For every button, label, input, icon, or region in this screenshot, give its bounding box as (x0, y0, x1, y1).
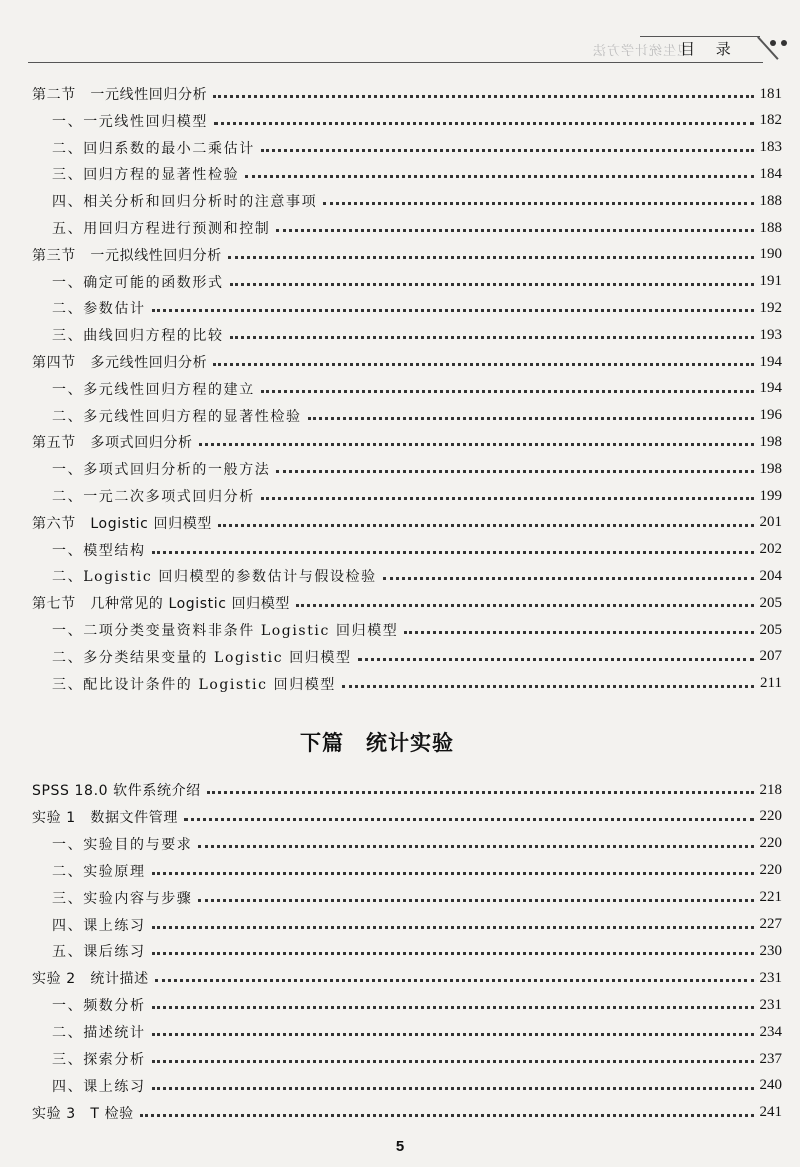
part-title: 下篇 统计实验 (300, 731, 454, 755)
page-number: 5 (395, 1138, 405, 1155)
toc-leader-dots (276, 469, 753, 473)
toc-entry-page: 182 (759, 112, 782, 129)
toc-entry-label: 二、参数估计 (52, 301, 146, 318)
toc-leader-dots (342, 684, 754, 688)
toc-entry-page: 227 (759, 916, 782, 932)
toc-entry-page: 194 (759, 353, 782, 370)
toc-entry-page: 221 (759, 889, 782, 906)
toc-entry-page: 193 (759, 326, 782, 343)
toc-leader-dots (323, 201, 753, 205)
toc-entry-page: 231 (759, 996, 782, 1013)
toc-leader-dots (152, 550, 754, 554)
toc-entry-label: 一、多元线性回归方程的建立 (52, 381, 255, 398)
toc-entry (32, 430, 782, 454)
toc-entry-label: 一、确定可能的函数形式 (52, 274, 224, 291)
toc-entry (52, 672, 782, 696)
toc-leader-dots (214, 121, 754, 125)
toc-entry-label: 二、多元线性回归方程的显著性检验 (52, 408, 302, 425)
toc-entry-label: 一、模型结构 (52, 542, 146, 559)
toc-entry-label: 实验 2 统计描述 (32, 971, 149, 988)
toc-entry-page: 231 (759, 969, 782, 986)
toc-entry (32, 966, 782, 990)
toc-leader-dots (261, 389, 754, 393)
toc-entry (32, 82, 782, 106)
toc-entry (52, 377, 782, 401)
toc-entry-label: 第七节 几种常见的 Logistic 回归模型 (32, 596, 290, 613)
toc-entry (52, 270, 782, 294)
toc-leader-dots (184, 817, 754, 821)
toc-entry (52, 1074, 782, 1098)
toc-entry (52, 189, 782, 213)
toc-leader-dots (230, 335, 754, 339)
toc-leader-dots (152, 1005, 754, 1009)
toc-entry-page: 191 (759, 273, 782, 290)
toc-entry (52, 939, 782, 963)
toc-entry-page: 205 (759, 621, 782, 638)
toc-entry (52, 109, 782, 133)
toc-leader-dots (198, 844, 753, 848)
toc-leader-dots (152, 1059, 754, 1063)
toc-entry-page: 196 (759, 407, 782, 424)
toc-entry-page: 199 (759, 487, 782, 504)
toc-entry-label: 三、回归方程的显著性检验 (52, 167, 240, 184)
toc-entry-page: 204 (759, 567, 782, 584)
toc-leader-dots (358, 657, 754, 661)
toc-entry-label: 三、实验内容与步骤 (52, 890, 193, 907)
toc-entry (32, 243, 782, 267)
toc-entry-label: 二、描述统计 (52, 1025, 146, 1042)
toc-leader-dots (230, 282, 754, 286)
toc-entry (52, 457, 782, 481)
toc-entry (52, 538, 782, 562)
toc-entry-label: 一、一元线性回归模型 (52, 113, 208, 130)
toc-leader-dots (245, 174, 753, 178)
toc-entry-page: 230 (759, 942, 782, 959)
toc-entry-page: 237 (759, 1050, 782, 1067)
toc-entry-page: 181 (759, 85, 782, 102)
toc-leader-dots (152, 871, 754, 875)
toc-leader-dots (404, 630, 753, 634)
toc-entry (52, 618, 782, 642)
toc-leader-dots (155, 978, 754, 982)
toc-entry-label: 三、探索分析 (52, 1052, 146, 1068)
toc-entry (52, 1047, 782, 1071)
toc-entry (52, 645, 782, 669)
toc-entry-label: 四、相关分析和回归分析时的注意事项 (52, 194, 318, 211)
toc-entry-page: 202 (759, 541, 782, 558)
toc-entry-label: 二、一元二次多项式回归分析 (52, 489, 255, 505)
toc-entry-page: 234 (759, 1023, 782, 1040)
toc-entry-page: 184 (759, 165, 782, 182)
toc-leader-dots (261, 148, 754, 152)
toc-entry-page: 188 (759, 192, 782, 209)
toc-entry (52, 296, 782, 320)
toc-entry (32, 591, 782, 615)
toc-entry-label: 第五节 多项式回归分析 (32, 435, 193, 452)
toc-entry (52, 216, 782, 240)
toc-entry (32, 350, 782, 374)
toc-entry-label: 第六节 Logistic 回归模型 (32, 515, 212, 532)
toc-entry-label: 二、多分类结果变量的 Logistic 回归模型 (52, 649, 352, 666)
toc-entry-page: 220 (759, 835, 782, 852)
toc-entry-label: 五、课后练习 (52, 944, 146, 961)
toc-entry-label: 二、回归系数的最小二乘估计 (52, 140, 255, 157)
toc-leader-dots (308, 416, 754, 420)
toc-leader-dots (199, 442, 754, 446)
toc-entry-page: 190 (759, 246, 782, 263)
toc-entry (52, 162, 782, 186)
toc-entry-label: 一、多项式回归分析的一般方法 (52, 462, 271, 479)
toc-leader-dots (152, 1086, 754, 1090)
toc-entry-page: 240 (759, 1077, 782, 1094)
toc-leader-dots (140, 1113, 754, 1117)
header-title: 目 录 (680, 40, 739, 58)
toc-entry (52, 993, 782, 1017)
toc-entry-label: 一、频数分析 (52, 998, 146, 1015)
header-ghost-text: 卫生统计学方法 (592, 44, 691, 59)
toc-entry-page: 218 (759, 781, 782, 798)
toc-leader-dots (276, 228, 753, 232)
toc-leader-dots (152, 308, 754, 312)
toc-entry-label: 二、实验原理 (52, 863, 146, 880)
toc-entry-label: 第三节 一元拟线性回归分析 (32, 247, 222, 264)
toc-entry (32, 778, 782, 802)
toc-entry (32, 511, 782, 535)
toc-entry-label: 五、用回归方程进行预测和控制 (52, 221, 271, 237)
toc-leader-dots (152, 951, 754, 955)
toc-leader-dots (152, 925, 754, 929)
toc-leader-dots (218, 523, 754, 527)
toc-entry (32, 805, 782, 829)
toc-entry-label: 第二节 一元线性回归分析 (32, 87, 208, 103)
toc-entry-label: 四、课上练习 (52, 917, 146, 934)
toc-entry-label: 实验 3 T 检验 (32, 1105, 134, 1122)
toc-entry-label: 四、课上练习 (52, 1078, 146, 1095)
toc-entry-label: SPSS 18.0 软件系统介绍 (32, 783, 201, 799)
toc-entry (52, 913, 782, 937)
toc-leader-dots (198, 898, 753, 902)
toc-leader-dots (152, 1032, 754, 1036)
toc-entry-page: 192 (759, 299, 782, 316)
toc-entry (52, 404, 782, 428)
toc-entry-label: 三、配比设计条件的 Logistic 回归模型 (52, 676, 336, 693)
toc-entry-label: 第四节 多元线性回归分析 (32, 355, 208, 371)
toc-leader-dots (261, 496, 754, 500)
toc-entry-label: 一、实验目的与要求 (52, 836, 193, 853)
toc-entry (52, 564, 782, 588)
toc-entry-label: 一、二项分类变量资料非条件 Logistic 回归模型 (52, 623, 399, 639)
toc-leader-dots (213, 362, 753, 366)
toc-entry (52, 859, 782, 883)
toc-entry (52, 323, 782, 347)
toc-entry-page: 188 (759, 219, 782, 236)
toc-entry-label: 三、曲线回归方程的比较 (52, 328, 224, 345)
toc-entry-page: 205 (759, 594, 782, 611)
toc-entry-page: 220 (759, 862, 782, 879)
toc-entry (52, 484, 782, 508)
toc-entry (52, 136, 782, 160)
toc-entry-page: 207 (759, 648, 782, 665)
toc-leader-dots (296, 603, 754, 607)
toc-entry (52, 1020, 782, 1044)
toc-entry-label: 二、Logistic 回归模型的参数估计与假设检验 (52, 569, 377, 586)
toc-entry-label: 实验 1 数据文件管理 (32, 809, 178, 826)
toc-leader-dots (383, 576, 754, 580)
toc-leader-dots (213, 94, 753, 98)
toc-leader-dots (228, 255, 754, 259)
toc-entry-page: 194 (759, 380, 782, 397)
toc-leader-dots (207, 790, 754, 794)
toc-entry (52, 886, 782, 910)
toc-entry-page: 198 (759, 460, 782, 477)
toc-entry-page: 220 (759, 808, 782, 825)
toc-entry-page: 241 (759, 1104, 782, 1121)
toc-entry (52, 832, 782, 856)
toc-entry-page: 211 (760, 675, 782, 692)
toc-entry-page: 201 (759, 514, 782, 531)
toc-entry (32, 1101, 782, 1125)
toc-entry-page: 183 (759, 139, 782, 156)
toc-entry-page: 198 (759, 433, 782, 450)
